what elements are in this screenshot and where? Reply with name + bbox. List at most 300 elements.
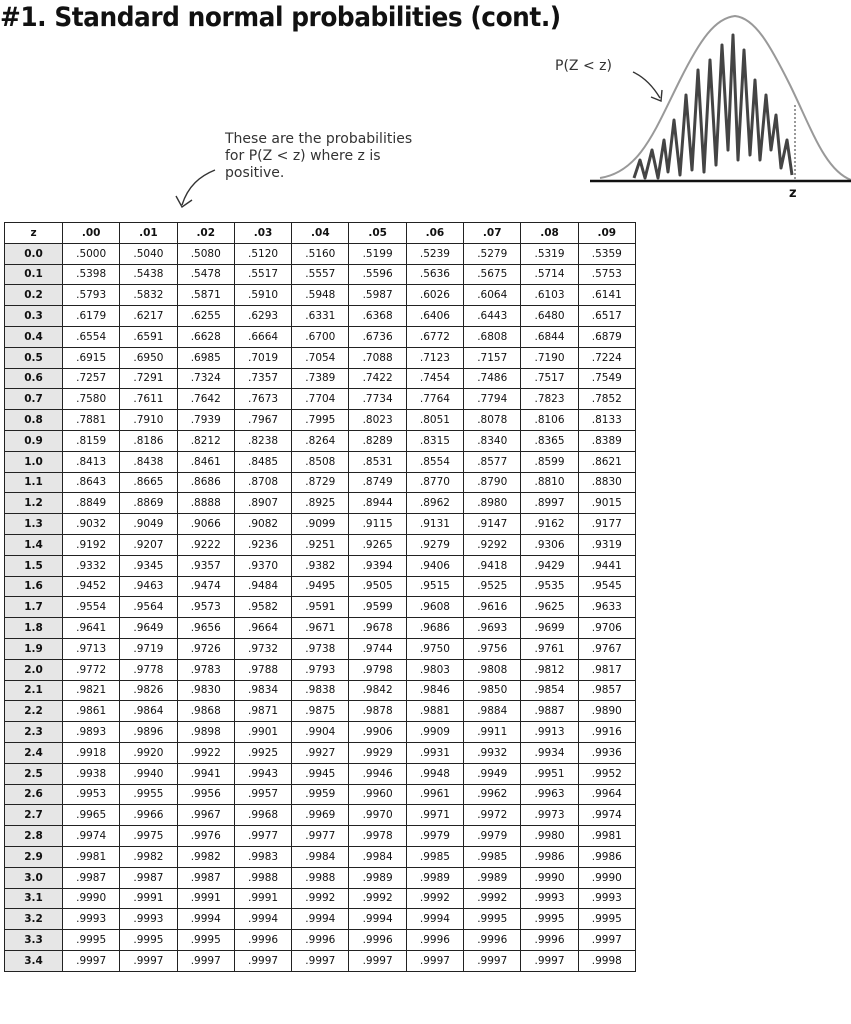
probability-cell: .9633 [578,597,635,618]
probability-cell: .9441 [578,555,635,576]
table-row [5,576,636,597]
probability-cell: .9706 [578,618,635,639]
probability-cell: .6628 [177,326,234,347]
probability-cell: .9826 [120,680,177,701]
probability-cell: .9115 [349,514,406,535]
probability-cell: .7389 [292,368,349,389]
probability-cell: .8365 [521,430,578,451]
probability-cell: .9968 [234,805,291,826]
probability-cell: .9871 [234,701,291,722]
probability-cell: .9265 [349,534,406,555]
probability-cell: .7910 [120,410,177,431]
probability-cell: .9082 [234,514,291,535]
table-row [5,826,636,847]
probability-cell: .9973 [521,805,578,826]
probability-cell: .9772 [63,659,120,680]
probability-cell: .7967 [234,410,291,431]
probability-cell: .9996 [406,930,463,951]
probability-cell: .7734 [349,389,406,410]
probability-cell: .9901 [234,722,291,743]
probability-cell: .9979 [406,826,463,847]
probability-cell: .9996 [349,930,406,951]
probability-cell: .9861 [63,701,120,722]
probability-cell: .9890 [578,701,635,722]
table-row [5,326,636,347]
table-row [5,888,636,909]
probability-cell: .7764 [406,389,463,410]
probability-cell: .8023 [349,410,406,431]
z-value-cell: 2.0 [5,659,63,680]
probability-cell: .9778 [120,659,177,680]
probability-cell: .7673 [234,389,291,410]
probability-cell: .9898 [177,722,234,743]
probability-cell: .9319 [578,534,635,555]
probability-cell: .9934 [521,742,578,763]
probability-cell: .9949 [464,763,521,784]
table-row [5,451,636,472]
probability-cell: .5359 [578,243,635,264]
probability-cell: .9854 [521,680,578,701]
z-value-cell: 3.3 [5,930,63,951]
probability-cell: .9993 [63,909,120,930]
probability-cell: .9649 [120,618,177,639]
probability-cell: .6736 [349,326,406,347]
column-header: .00 [63,223,120,244]
probability-cell: .9941 [177,763,234,784]
probability-cell: .6443 [464,306,521,327]
probability-cell: .9985 [464,846,521,867]
probability-cell: .8078 [464,410,521,431]
probability-cell: .9997 [120,950,177,971]
note-line: positive. [225,165,285,181]
table-row [5,722,636,743]
probability-cell: .8925 [292,493,349,514]
probability-cell: .9983 [234,846,291,867]
probability-cell: .9842 [349,680,406,701]
probability-cell: .9484 [234,576,291,597]
probability-cell: .7823 [521,389,578,410]
probability-cell: .9808 [464,659,521,680]
probability-cell: .9591 [292,597,349,618]
table-row [5,534,636,555]
probability-cell: .9821 [63,680,120,701]
probability-cell: .9994 [177,909,234,930]
probability-cell: .6480 [521,306,578,327]
probability-cell: .9959 [292,784,349,805]
probability-cell: .9394 [349,555,406,576]
probability-cell: .9940 [120,763,177,784]
column-header: .05 [349,223,406,244]
z-value-cell: 2.6 [5,784,63,805]
probability-cell: .7486 [464,368,521,389]
probability-cell: .5239 [406,243,463,264]
probability-cell: .5438 [120,264,177,285]
table-row [5,659,636,680]
probability-cell: .6772 [406,326,463,347]
probability-cell: .8340 [464,430,521,451]
probability-cell: .9995 [578,909,635,930]
probability-cell: .8461 [177,451,234,472]
probability-cell: .9793 [292,659,349,680]
probability-cell: .6255 [177,306,234,327]
column-header: .04 [292,223,349,244]
probability-cell: .5987 [349,285,406,306]
probability-cell: .9857 [578,680,635,701]
z-value-cell: 3.1 [5,888,63,909]
z-column-header: z [5,223,63,244]
note-line: for P(Z < z) where z is [225,148,381,164]
probability-cell: .9981 [63,846,120,867]
note-arrowhead-icon [176,196,192,207]
table-row [5,701,636,722]
z-value-cell: 0.0 [5,243,63,264]
probability-cell: .9699 [521,618,578,639]
table-row [5,243,636,264]
table-row [5,493,636,514]
probability-cell: .9788 [234,659,291,680]
probability-cell: .9993 [521,888,578,909]
probability-cell: .9977 [234,826,291,847]
probability-cell: .9992 [349,888,406,909]
probability-cell: .8749 [349,472,406,493]
probability-cell: .9970 [349,805,406,826]
probability-cell: .9582 [234,597,291,618]
probability-cell: .9525 [464,576,521,597]
probability-cell: .9955 [120,784,177,805]
probability-cell: .8289 [349,430,406,451]
probability-cell: .9952 [578,763,635,784]
probability-cell: .9625 [521,597,578,618]
probability-cell: .9943 [234,763,291,784]
probability-cell: .9978 [349,826,406,847]
probability-cell: .9147 [464,514,521,535]
probability-cell: .8643 [63,472,120,493]
probability-cell: .7224 [578,347,635,368]
table-row [5,867,636,888]
probability-cell: .7123 [406,347,463,368]
probability-cell: .8389 [578,430,635,451]
probability-cell: .9994 [234,909,291,930]
probability-cell: .9997 [349,950,406,971]
probability-cell: .9991 [120,888,177,909]
probability-cell: .9162 [521,514,578,535]
table-row [5,618,636,639]
probability-cell: .8051 [406,410,463,431]
probability-cell: .6064 [464,285,521,306]
probability-cell: .6915 [63,347,120,368]
probability-cell: .9864 [120,701,177,722]
probability-cell: .9918 [63,742,120,763]
probability-cell: .9608 [406,597,463,618]
probability-cell: .9881 [406,701,463,722]
curve-label: P(Z < z) [555,58,612,74]
probability-cell: .6985 [177,347,234,368]
column-header: .01 [120,223,177,244]
table-row [5,742,636,763]
probability-cell: .5871 [177,285,234,306]
probability-cell: .9977 [292,826,349,847]
probability-cell: .9838 [292,680,349,701]
probability-cell: .9678 [349,618,406,639]
probability-cell: .9896 [120,722,177,743]
probability-cell: .6331 [292,306,349,327]
probability-cell: .8665 [120,472,177,493]
probability-cell: .9463 [120,576,177,597]
probability-cell: .8485 [234,451,291,472]
probability-cell: .8315 [406,430,463,451]
probability-cell: .9099 [292,514,349,535]
probability-cell: .9686 [406,618,463,639]
probability-cell: .7422 [349,368,406,389]
table-row [5,846,636,867]
table-row [5,555,636,576]
probability-cell: .9535 [521,576,578,597]
probability-cell: .9909 [406,722,463,743]
probability-cell: .6293 [234,306,291,327]
probability-cell: .6554 [63,326,120,347]
probability-cell: .6844 [521,326,578,347]
probability-cell: .9236 [234,534,291,555]
probability-cell: .7324 [177,368,234,389]
probability-cell: .9931 [406,742,463,763]
probability-cell: .9573 [177,597,234,618]
column-header: .06 [406,223,463,244]
z-value-cell: 2.9 [5,846,63,867]
z-value-cell: 2.1 [5,680,63,701]
probability-cell: .9192 [63,534,120,555]
probability-cell: .9875 [292,701,349,722]
probability-cell: .5636 [406,264,463,285]
probability-cell: .9798 [349,659,406,680]
probability-cell: .7549 [578,368,635,389]
shaded-area-icon [634,35,792,178]
probability-cell: .6406 [406,306,463,327]
probability-cell: .9957 [234,784,291,805]
probability-cell: .7190 [521,347,578,368]
table-row [5,805,636,826]
z-value-cell: 0.5 [5,347,63,368]
probability-cell: .9656 [177,618,234,639]
probability-cell: .9738 [292,638,349,659]
probability-cell: .8413 [63,451,120,472]
probability-cell: .5948 [292,285,349,306]
probability-cell: .9987 [177,867,234,888]
probability-cell: .9726 [177,638,234,659]
note-arrow-icon [182,170,215,205]
probability-cell: .9953 [63,784,120,805]
probability-cell: .9292 [464,534,521,555]
probability-cell: .8708 [234,472,291,493]
z-value-cell: 0.7 [5,389,63,410]
probability-cell: .5832 [120,285,177,306]
z-value-cell: 2.7 [5,805,63,826]
probability-cell: .8962 [406,493,463,514]
probability-cell: .8212 [177,430,234,451]
probability-cell: .9990 [578,867,635,888]
probability-cell: .9961 [406,784,463,805]
probability-cell: .9995 [63,930,120,951]
table-row [5,389,636,410]
probability-cell: .8790 [464,472,521,493]
table-row [5,306,636,327]
probability-cell: .9996 [234,930,291,951]
probability-cell: .9945 [292,763,349,784]
probability-cell: .9984 [292,846,349,867]
probability-cell: .9834 [234,680,291,701]
probability-cell: .9994 [406,909,463,930]
table-row [5,472,636,493]
probability-cell: .8599 [521,451,578,472]
probability-cell: .9989 [464,867,521,888]
probability-cell: .9032 [63,514,120,535]
probability-cell: .6217 [120,306,177,327]
probability-cell: .9803 [406,659,463,680]
probability-cell: .5319 [521,243,578,264]
probability-cell: .9996 [292,930,349,951]
page-title: #1. Standard normal probabilities (cont.) [0,2,561,33]
probability-cell: .5478 [177,264,234,285]
column-header: .02 [177,223,234,244]
probability-cell: .7291 [120,368,177,389]
probability-cell: .8810 [521,472,578,493]
z-value-cell: 1.8 [5,618,63,639]
probability-cell: .9932 [464,742,521,763]
probability-cell: .8686 [177,472,234,493]
probability-cell: .5596 [349,264,406,285]
table-row [5,285,636,306]
probability-cell: .5000 [63,243,120,264]
probability-cell: .8264 [292,430,349,451]
z-value-cell: 0.2 [5,285,63,306]
probability-cell: .9997 [521,950,578,971]
probability-cell: .7157 [464,347,521,368]
probability-cell: .9989 [406,867,463,888]
probability-cell: .9207 [120,534,177,555]
probability-cell: .5714 [521,264,578,285]
probability-cell: .9370 [234,555,291,576]
normal-curve-figure [0,0,851,222]
probability-cell: .9997 [406,950,463,971]
probability-cell: .9995 [120,930,177,951]
probability-cell: .9951 [521,763,578,784]
z-value-cell: 1.7 [5,597,63,618]
z-value-cell: 3.0 [5,867,63,888]
z-value-cell: 1.5 [5,555,63,576]
probability-cell: .9929 [349,742,406,763]
probability-cell: .9997 [177,950,234,971]
probability-cell: .9887 [521,701,578,722]
probability-cell: .7454 [406,368,463,389]
z-value-cell: 3.2 [5,909,63,930]
probability-cell: .9988 [234,867,291,888]
probability-cell: .9997 [63,950,120,971]
z-value-cell: 0.1 [5,264,63,285]
z-value-cell: 1.0 [5,451,63,472]
probability-cell: .8849 [63,493,120,514]
probability-cell: .9515 [406,576,463,597]
probability-cell: .8944 [349,493,406,514]
probability-cell: .5398 [63,264,120,285]
probability-cell: .7995 [292,410,349,431]
probability-cell: .9966 [120,805,177,826]
probability-cell: .9306 [521,534,578,555]
probability-cell: .9382 [292,555,349,576]
probability-cell: .7019 [234,347,291,368]
probability-cell: .9761 [521,638,578,659]
probability-cell: .9985 [406,846,463,867]
probability-cell: .9956 [177,784,234,805]
z-value-cell: 2.4 [5,742,63,763]
probability-cell: .9991 [177,888,234,909]
probability-cell: .9429 [521,555,578,576]
probability-cell: .9992 [464,888,521,909]
probability-cell: .6879 [578,326,635,347]
probability-cell: .9564 [120,597,177,618]
probability-cell: .5517 [234,264,291,285]
probability-cell: .9812 [521,659,578,680]
probability-cell: .9418 [464,555,521,576]
probability-cell: .9987 [63,867,120,888]
probability-cell: .9991 [234,888,291,909]
z-value-cell: 1.1 [5,472,63,493]
probability-cell: .9177 [578,514,635,535]
probability-cell: .6179 [63,306,120,327]
probability-cell: .9222 [177,534,234,555]
probability-cell: .9993 [120,909,177,930]
z-value-cell: 0.9 [5,430,63,451]
probability-cell: .9996 [521,930,578,951]
probability-cell: .5080 [177,243,234,264]
probability-cell: .7054 [292,347,349,368]
probability-cell: .9990 [521,867,578,888]
probability-cell: .9922 [177,742,234,763]
table-row [5,763,636,784]
probability-cell: .9750 [406,638,463,659]
probability-cell: .7580 [63,389,120,410]
probability-cell: .9998 [578,950,635,971]
probability-cell: .9066 [177,514,234,535]
probability-cell: .9406 [406,555,463,576]
probability-cell: .9981 [578,826,635,847]
probability-cell: .7881 [63,410,120,431]
probability-cell: .9997 [292,950,349,971]
probability-cell: .9965 [63,805,120,826]
z-value-cell: 0.6 [5,368,63,389]
probability-cell: .9984 [349,846,406,867]
probability-cell: .6368 [349,306,406,327]
probability-cell: .9972 [464,805,521,826]
probability-cell: .7611 [120,389,177,410]
probability-cell: .8531 [349,451,406,472]
probability-cell: .9693 [464,618,521,639]
table-row [5,347,636,368]
probability-cell: .9982 [120,846,177,867]
probability-cell: .5120 [234,243,291,264]
probability-cell: .9713 [63,638,120,659]
z-value-cell: 1.9 [5,638,63,659]
probability-cell: .9962 [464,784,521,805]
probability-cell: .9846 [406,680,463,701]
probability-cell: .9913 [521,722,578,743]
probability-cell: .9982 [177,846,234,867]
z-value-cell: 2.3 [5,722,63,743]
z-value-cell: 0.3 [5,306,63,327]
probability-cell: .9599 [349,597,406,618]
probability-cell: .9850 [464,680,521,701]
z-value-cell: 0.8 [5,410,63,431]
probability-cell: .8980 [464,493,521,514]
probability-cell: .9938 [63,763,120,784]
